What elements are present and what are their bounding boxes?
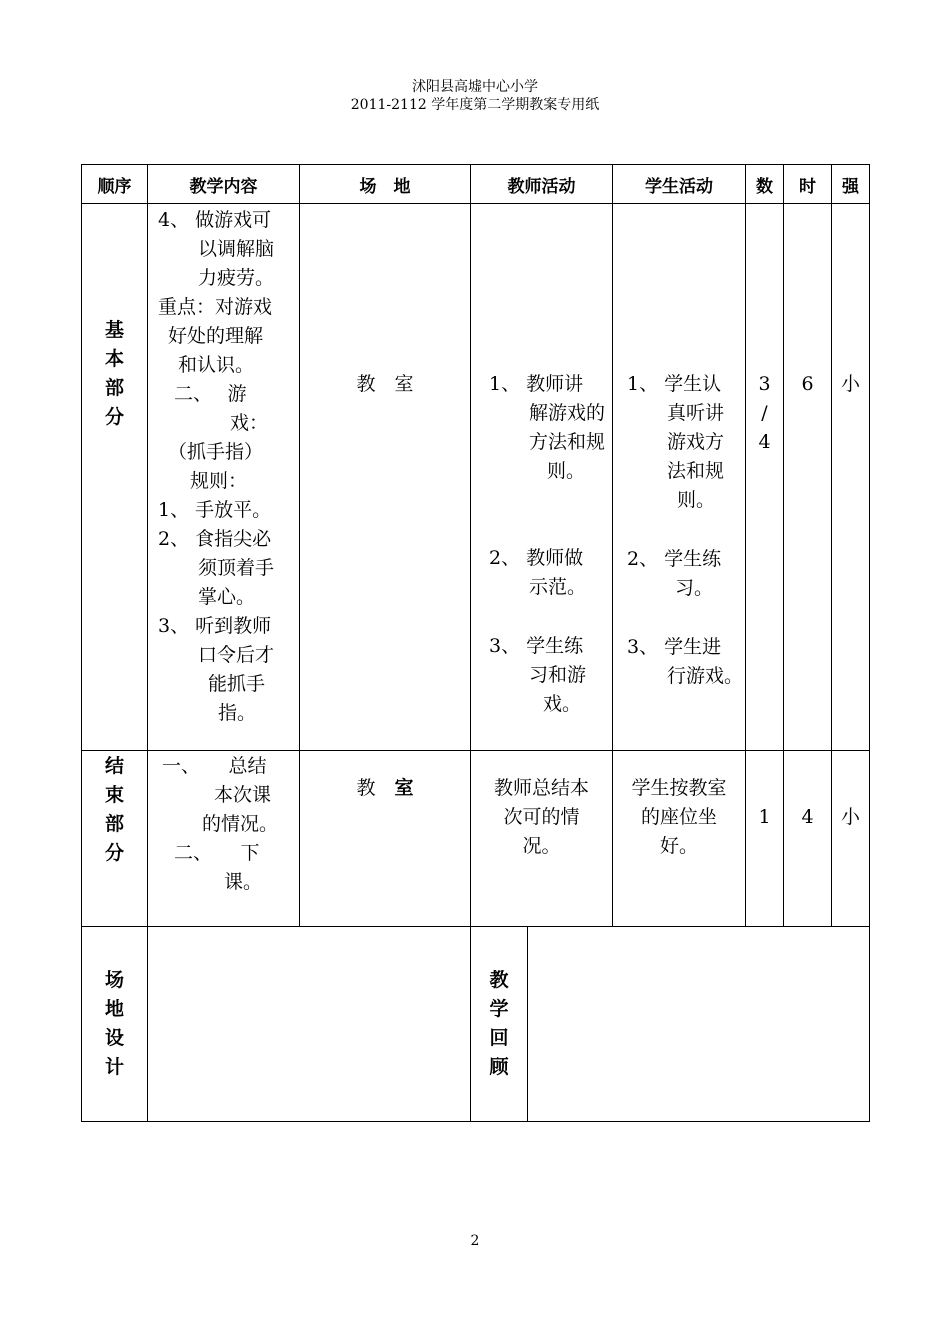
header-intensity: 强 [832,165,870,204]
header-order: 顺序 [82,165,148,204]
venue-design-area [148,927,471,1122]
header-venue: 场 地 [300,165,471,204]
teaching-review-area [528,927,870,1122]
ending-teacher-activity: 教师总结本 次可的情 况。 [471,751,613,927]
ending-count: 1 [746,751,784,927]
design-row [82,927,870,1122]
ending-venue: 教 室 [300,751,471,927]
basic-intensity: 小 [832,204,870,751]
basic-section-row [82,204,870,751]
table-header-row [82,165,870,204]
ending-time: 4 [784,751,832,927]
ending-content: 一、 总结 本次课 的情况。 二、 下 课。 [148,751,300,927]
basic-teacher-activity: 1、 教师讲 解游戏的 方法和规 则。 2、 教师做 示范。 3、 学生练 习和游 戏。 [471,204,613,751]
term-subtitle: 2011-2112 学年度第二学期教案专用纸 [350,97,600,113]
basic-count: 3 / 4 [746,204,784,751]
basic-student-activity: 1、 学生认 真听讲 游戏方 法和规 则。 2、 学生练 习。 3、 学生进 行游戏。 [613,204,746,751]
basic-content: 4、 做游戏可 以调解脑 力疲劳。 重点：对游戏 好处的理解 和认识。 二、 游 戏： （抓手指） 规则： 1、 手放平。 2、 食指尖必 须顶着手 掌心。 3、 听到教师 口令后才 能抓手 指。 [148,204,300,751]
page-header [0,78,950,114]
school-name: 沭阳县高墟中心小学 [412,79,538,95]
header-teacher: 教师活动 [471,165,613,204]
ending-section-row [82,751,870,927]
ending-student-activity: 学生按教室 的座位坐 好。 [613,751,746,927]
header-student: 学生活动 [613,165,746,204]
teaching-review-label: 教 学 回 顾 [471,927,528,1122]
header-content: 教学内容 [148,165,300,204]
ending-intensity: 小 [832,751,870,927]
basic-section-label: 基 本 部 分 [82,204,148,751]
venue-design-label: 场 地 设 计 [82,927,148,1122]
header-time: 时 [784,165,832,204]
ending-section-label: 结 束 部 分 [82,751,148,927]
header-count: 数 [746,165,784,204]
basic-time: 6 [784,204,832,751]
basic-venue: 教 室 [300,204,471,751]
lesson-plan-table [81,164,870,1122]
page-number: 2 [470,1233,480,1249]
